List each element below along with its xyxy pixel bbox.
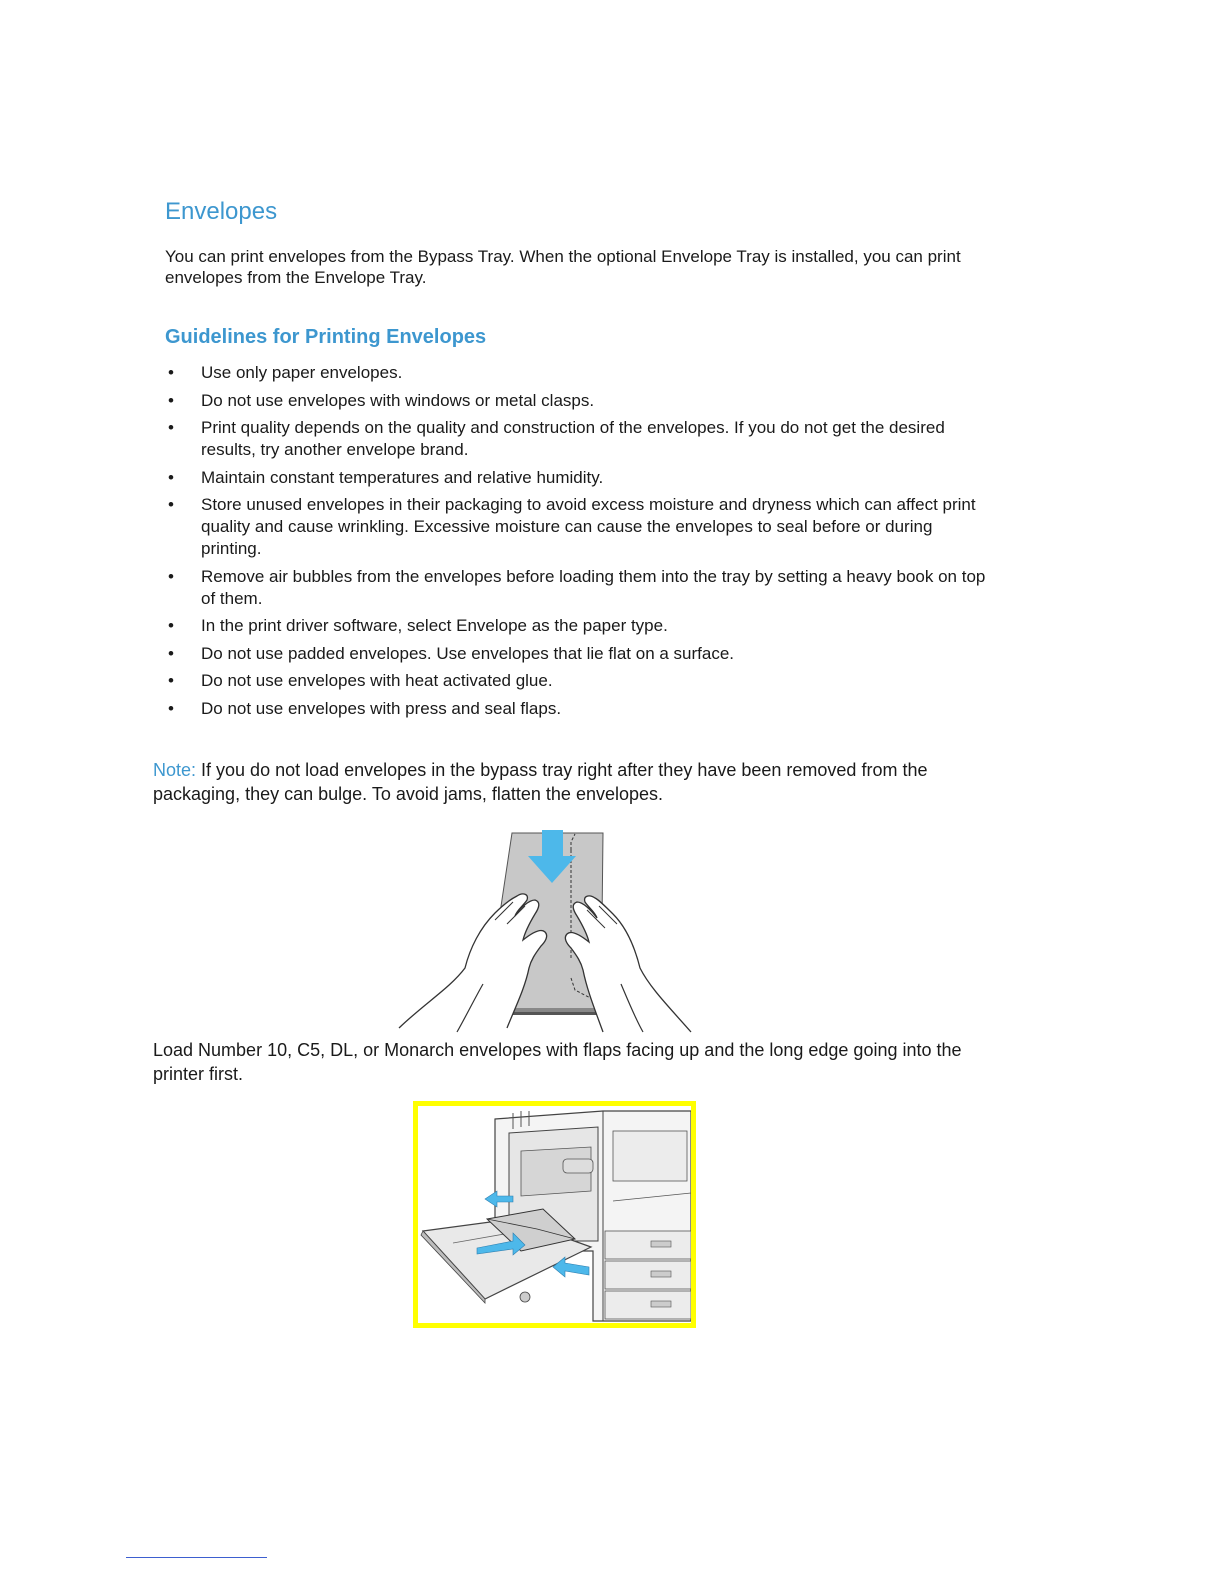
list-item: • Do not use envelopes with heat activated glue.	[168, 671, 553, 690]
bullet-icon: •	[168, 390, 174, 410]
bullet-icon: •	[168, 671, 174, 690]
guidelines-list	[165, 362, 995, 725]
list-item: • Do not use envelopes with windows or metal clasps.	[168, 390, 595, 410]
bullet-icon: •	[168, 418, 174, 437]
bullet-icon: •	[168, 566, 174, 586]
bullet-icon: •	[168, 643, 174, 663]
note-text: If you do not load envelopes in the bypass tray right after they have been removed from the packaging, they can bulge. To avoid jams, flatten the envelopes.	[153, 760, 928, 804]
guidelines-heading: Guidelines for Printing Envelopes	[165, 326, 487, 348]
list-item: • Remove air bubbles from the envelopes before loading them into the tray by setting a heavy book on top of them.	[168, 566, 986, 608]
note-label: Note:	[153, 760, 197, 780]
bypass-tray-illustration	[413, 1101, 696, 1328]
intro-paragraph: You can print envelopes from the Bypass Tray. When the optional Envelope Tray is installed, you can print envelopes from the Envelope Tray.	[165, 247, 961, 287]
bullet-icon: •	[168, 616, 174, 635]
list-item: • Store unused envelopes in their packaging to avoid excess moisture and dryness which can affect print quality and cause wrinkling. Excessive moisture can cause the envelopes to seal before or during printing.	[168, 495, 976, 558]
list-item: • Do not use envelopes with press and seal flaps.	[168, 698, 562, 718]
bullet-icon: •	[168, 363, 174, 382]
section-title: Envelopes	[165, 198, 278, 225]
footer-rule	[126, 1557, 267, 1558]
load-caption: Load Number 10, C5, DL, or Monarch envelopes with flaps facing up and the long edge going into the printer first.	[153, 1040, 962, 1084]
list-item: • In the print driver software, select Envelope as the paper type.	[168, 616, 668, 635]
list-item: • Print quality depends on the quality and construction of the envelopes. If you do not get the desired results, try another envelope brand.	[168, 418, 945, 459]
bullet-icon: •	[168, 698, 174, 718]
list-item: • Do not use padded envelopes. Use envelopes that lie flat on a surface.	[168, 643, 735, 663]
bullet-icon: •	[168, 495, 174, 514]
note-paragraph	[153, 758, 993, 806]
bullet-icon: •	[168, 467, 174, 487]
list-item: • Use only paper envelopes.	[168, 363, 403, 382]
flatten-envelope-illustration	[395, 828, 695, 1036]
list-item: • Maintain constant temperatures and relative humidity.	[168, 467, 604, 487]
